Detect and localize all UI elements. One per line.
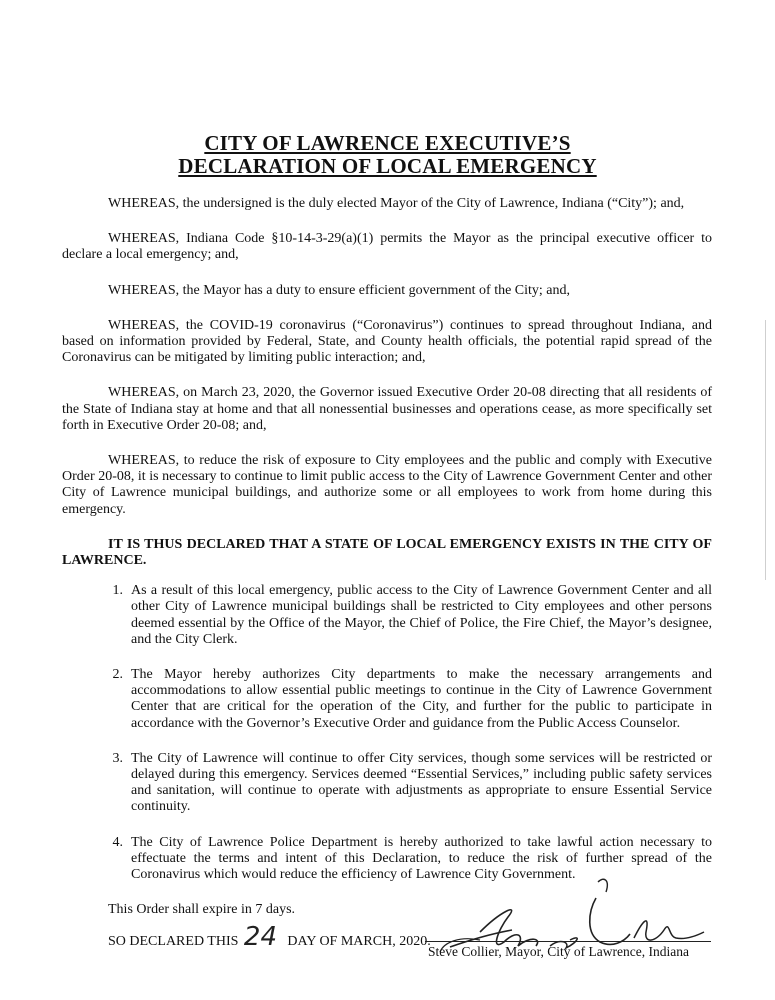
item-text: The Mayor hereby authorizes City departments to make the necessary arrangements and accommodations to allow essential public meetings to continue in the City of Lawrence Government Center that are critical for the operation of the City, and further for the public to participate in accordance with the Governor’s Executive Order and guidance from the Public Access Counselor. — [131, 667, 712, 731]
document-title — [0, 132, 775, 178]
declared-day — [242, 921, 284, 952]
signer-name: Steve Collier, Mayor, City of Lawrence, Indiana — [428, 944, 689, 959]
whereas-paragraph: WHEREAS, to reduce the risk of exposure to City employees and the public and comply with Executive Order 20-08, it is necessary to continue to limit public access to the City of Lawrence Government Center and other City of Lawrence municipal buildings, and authorize some or all employees to work from home during this emergency. — [62, 453, 712, 517]
item-text: As a result of this local emergency, public access to the City of Lawrence Government Center and all other City of Lawrence municipal buildings shall be restricted to City employees and other persons deemed essential by the Office of the Mayor, the Chief of Police, the Fire Chief, the Mayor’s designee, and the City Clerk. — [131, 583, 712, 647]
whereas-paragraph: WHEREAS, on March 23, 2020, the Governor issued Executive Order 20-08 directing that all residents of the State of Indiana stay at home and that all nonessential businesses and operations cease, as more specifically set forth in Executive Order 20-08; and, — [62, 385, 712, 433]
expiration-statement: This Order shall expire in 7 days. — [108, 902, 296, 918]
whereas-paragraph: WHEREAS, the undersigned is the duly elected Mayor of the City of Lawrence, Indiana (“City”); and, — [108, 196, 685, 211]
item-number: 2. — [112, 667, 123, 683]
whereas-paragraph: WHEREAS, the Mayor has a duty to ensure efficient government of the City; and, — [108, 282, 571, 298]
declared-day-handwritten: 24 — [243, 921, 278, 952]
item-text: The City of Lawrence Police Department is hereby authorized to take lawful action necessary to effectuate the terms and intent of this Declaration, to reduce the risk of further spread of the Coronavirus which would reduce the efficiency of Lawrence City Government. — [131, 834, 712, 883]
declared-prefix: SO DECLARED THIS — [108, 933, 239, 949]
title-line-1: CITY OF LAWRENCE EXECUTIVE’S — [204, 131, 571, 155]
item-number: 4. — [112, 834, 123, 850]
scan-margin-line — [765, 320, 766, 580]
whereas-paragraph: WHEREAS, the COVID-19 coronavirus (“Coronavirus”) continues to spread throughout Indiana, and based on information provided by Federal, State, and County health officials, the potential rapid spread of the Coronavirus can be mitigated by limiting public interaction; and, — [62, 317, 712, 366]
whereas-paragraph: WHEREAS, Indiana Code §10-14-3-29(a)(1) permits the Mayor as the principal executive officer to declare a local emergency; and, — [62, 231, 712, 263]
declared-suffix: DAY OF MARCH, 2020. — [287, 933, 431, 949]
signature-line — [425, 941, 711, 942]
declaration-items — [62, 583, 712, 883]
list-item — [62, 583, 712, 648]
item-number: 1. — [112, 583, 123, 599]
title-line-2: DECLARATION OF LOCAL EMERGENCY — [178, 154, 597, 178]
declaration-statement: IT IS THUS DECLARED THAT A STATE OF LOCAL EMERGENCY EXISTS IN THE CITY OF LAWRENCE. — [62, 536, 712, 569]
item-text: The City of Lawrence will continue to offer City services, though some services will be restricted or delayed during this emergency. Services deemed “Essential Services,” including public safety services and sanitation, will continue to operate with adjustments as appropriate to ensure Essential Service continuity. — [131, 750, 712, 815]
list-item — [62, 751, 712, 816]
list-item — [62, 667, 712, 732]
document-body — [62, 196, 712, 950]
item-number: 3. — [112, 750, 123, 766]
